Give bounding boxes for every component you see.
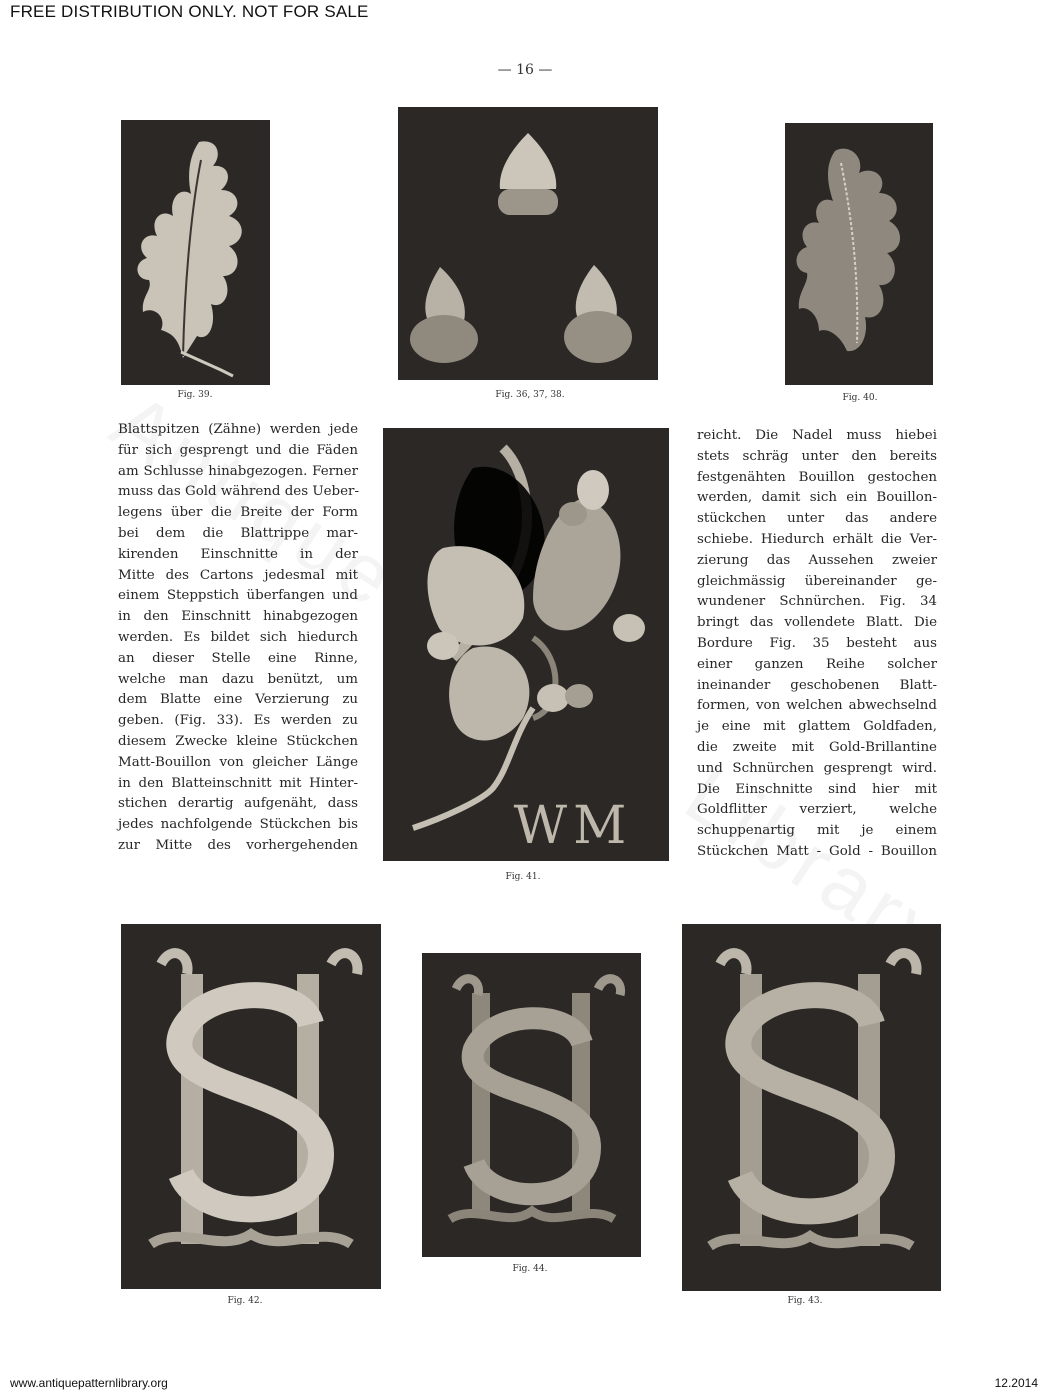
figure-40-oak-leaf [785, 123, 933, 385]
left-column-line: am Schlusse hinabgezogen. Ferner [118, 463, 358, 479]
left-column-line: Blattspitzen (Zähne) werden jede [118, 422, 358, 437]
left-column-line: für sich gesprengt und die Fäden [118, 442, 358, 458]
caption-fig-43: Fig. 43. [787, 1296, 823, 1306]
left-column-line: kirenden Einschnitte in der [118, 546, 358, 562]
right-column-line: einer ganzen Reihe solcher [697, 656, 937, 672]
hs-monogram-image [422, 953, 641, 1257]
right-column-line: und Schnürchen gesprengt wird. [697, 760, 937, 776]
right-column-line: gleichmässig übereinander ge- [697, 573, 937, 589]
left-column-line: werden. Es bildet sich hiedurch [118, 629, 358, 645]
left-column-line: bei dem die Blattrippe mar- [118, 525, 358, 541]
left-column-line: Matt-Bouillon von gleicher Länge [118, 754, 358, 770]
right-column-line: die zweite mit Gold-Brillantine [697, 739, 937, 755]
right-column-line: Goldflitter verziert, welche [697, 802, 937, 818]
page-number: — 16 — [497, 62, 553, 78]
right-column-line: Bordure Fig. 35 besteht aus [697, 635, 937, 651]
left-column-line: diesem Zwecke kleine Stückchen [118, 733, 358, 749]
right-column-line: bringt das vollendete Blatt. Die [697, 615, 937, 631]
oak-leaf-image [121, 120, 270, 385]
right-column-line: stets schräg unter den bereits [697, 448, 937, 464]
left-column-line: legens über die Breite der Form [118, 505, 358, 521]
acorns-image [398, 107, 658, 380]
right-column-line: ineinander geschobenen Blatt- [697, 677, 937, 693]
left-column-line: muss das Gold während des Ueber- [118, 484, 359, 500]
left-column-line: jedes nachfolgende Stückchen bis [118, 817, 358, 833]
footer-date: 12.2014 [994, 1376, 1038, 1390]
right-column-line: werden, damit sich ein Bouillon- [697, 490, 937, 506]
caption-fig-41: Fig. 41. [505, 872, 541, 882]
right-column-line: schiebe. Hiedurch erhält die Ver- [697, 531, 937, 547]
left-column-line: geben. (Fig. 33). Es werden zu [118, 713, 358, 729]
caption-fig-42: Fig. 42. [227, 1296, 263, 1306]
hs-monogram-image [682, 924, 941, 1291]
right-column-line: je eine mit glattem Goldfaden, [697, 719, 937, 735]
right-column-line: Stückchen Matt - Gold - Bouillon [697, 843, 937, 859]
figure-39-oak-leaf [121, 120, 270, 385]
figure-36-38-acorns [398, 107, 658, 380]
right-column-line: stückchen unter das andere [697, 511, 937, 527]
oak-leaf-image [785, 123, 933, 385]
right-column-line: zierung das Aussehen zweier [697, 552, 937, 568]
right-text-column [697, 426, 937, 863]
caption-fig-40: Fig. 40. [842, 393, 878, 403]
oak-branch-image [383, 428, 669, 861]
figure-41-oak-branch [383, 428, 669, 861]
caption-fig-39: Fig. 39. [177, 390, 213, 400]
left-column-line: stichen derartig aufgenäht, dass [118, 796, 358, 812]
left-column-line: in den Blatteinschnitt mit Hinter- [118, 775, 358, 791]
right-column-line: reicht. Die Nadel muss hiebei [697, 428, 937, 443]
figure-42-monogram [121, 924, 381, 1289]
right-column-line: Die Einschnitte sind hier mit [697, 781, 937, 797]
caption-fig-36-38: Fig. 36, 37, 38. [495, 390, 565, 400]
figure-44-monogram [422, 953, 641, 1257]
right-column-line: wundener Schnürchen. Fig. 34 [697, 594, 937, 610]
left-column-line: welche man dazu benützt, um [118, 671, 358, 687]
hs-monogram-image [121, 924, 381, 1289]
left-text-column [118, 420, 358, 857]
right-column-line: schuppenartig mit je einem [697, 823, 937, 839]
left-column-line: in den Einschnitt hinabgezogen [118, 609, 358, 625]
left-column-line: einem Steppstich überfangen und [118, 588, 358, 604]
footer-url[interactable]: www.antiquepatternlibrary.org [10, 1376, 168, 1390]
left-column-line: zur Mitte des vorhergehenden [118, 837, 358, 853]
right-column-line: formen, von welchen abwechselnd [697, 698, 937, 714]
caption-fig-44: Fig. 44. [512, 1264, 548, 1274]
right-column-line: festgenähten Bouillon gestochen [697, 469, 937, 485]
left-column-line: dem Blatte eine Verzierung zu [118, 692, 358, 708]
wm-monogram: WM [513, 796, 633, 856]
figure-43-monogram [682, 924, 941, 1291]
left-column-line: an dieser Stelle eine Rinne, [118, 650, 358, 666]
left-column-line: Mitte des Cartons jedesmal mit [118, 567, 358, 583]
distribution-banner: FREE DISTRIBUTION ONLY. NOT FOR SALE [10, 2, 369, 21]
